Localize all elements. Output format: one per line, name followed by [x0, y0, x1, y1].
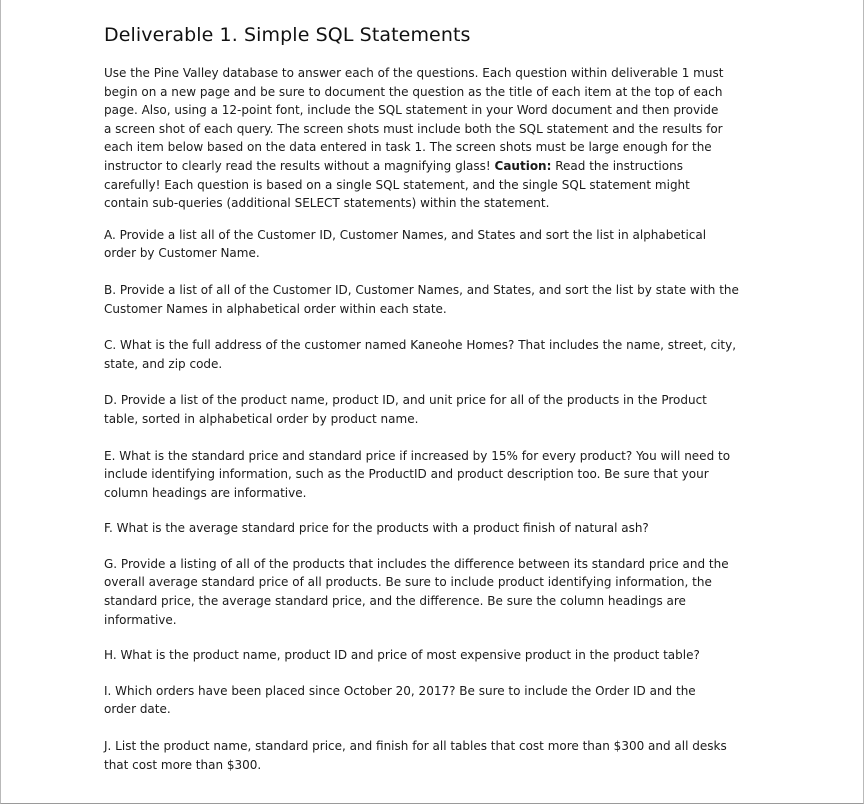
question-line: E. What is the standard price and standard price if increased by 15% for every product? You will need to: [104, 448, 731, 463]
question-d: [104, 391, 774, 428]
question-line: informative.: [104, 612, 177, 627]
question-line: state, and zip code.: [104, 356, 223, 371]
question-line: order date.: [104, 702, 171, 717]
question-line: A. Provide a list all of the Customer ID, Customer Names, and States and sort the list in alphabetical: [104, 227, 707, 242]
intro-line: contain sub-queries (additional SELECT statements) within the statement.: [104, 196, 550, 211]
intro-paragraph: [104, 64, 774, 213]
question-h: [104, 646, 774, 665]
question-j: [104, 737, 774, 774]
question-line: order by Customer Name.: [104, 246, 260, 261]
question-line: table, sorted in alphabetical order by product name.: [104, 411, 419, 426]
intro-line: page. Also, using a 12-point font, include the SQL statement in your Word document and then provide: [104, 103, 719, 118]
question-b: [104, 281, 774, 318]
intro-line: Use the Pine Valley database to answer each of the questions. Each question within deliverable 1 must: [104, 66, 724, 80]
question-line: standard price, the average standard price, and the difference. Be sure the column headings are: [104, 594, 686, 609]
question-g: [104, 555, 774, 629]
question-line: G. Provide a listing of all of the products that includes the difference between its standard price and the: [104, 556, 729, 571]
question-line: Customer Names in alphabetical order within each state.: [104, 301, 447, 316]
question-line: D. Provide a list of the product name, product ID, and unit price for all of the products in the Product: [104, 393, 707, 408]
question-line: J. List the product name, standard price, and finish for all tables that cost more than $300 and all desks: [104, 739, 727, 754]
question-line: C. What is the full address of the customer named Kaneohe Homes? That includes the name, street, city,: [104, 338, 737, 353]
question-f: [104, 519, 774, 538]
question-e: [104, 447, 774, 503]
question-line: column headings are informative.: [104, 485, 307, 500]
intro-text: instructor to clearly read the results without a magnifying glass!: [104, 158, 495, 173]
question-line: include identifying information, such as the ProductID and product description too. Be sure that your: [104, 467, 709, 482]
intro-line: each item below based on the data entered in task 1. The screen shots must be large enough for the: [104, 140, 712, 155]
intro-line: carefully! Each question is based on a single SQL statement, and the single SQL statement might: [104, 177, 690, 192]
question-line: that cost more than $300.: [104, 757, 262, 772]
caution-label: Caution:: [494, 158, 552, 173]
intro-line: [104, 157, 774, 176]
question-i: [104, 682, 774, 719]
intro-line: begin on a new page and be sure to document the question as the title of each item at the top of each: [104, 84, 723, 99]
intro-text: Read the instructions: [551, 158, 683, 173]
question-line: overall average standard price of all products. Be sure to include product identifying information, the: [104, 575, 712, 590]
question-c: [104, 336, 774, 373]
intro-line: a screen shot of each query. The screen shots must include both the SQL statement and the results for: [104, 121, 723, 136]
question-line: I. Which orders have been placed since October 20, 2017? Be sure to include the Order ID and the: [104, 683, 696, 698]
question-line: B. Provide a list of all of the Customer ID, Customer Names, and States, and sort the list by state with the: [104, 282, 739, 297]
question-line: H. What is the product name, product ID and price of most expensive product in the product table?: [104, 648, 700, 663]
document-title: Deliverable 1. Simple SQL Statements: [104, 24, 471, 46]
question-line: F. What is the average standard price for the products with a product finish of natural ash?: [104, 521, 649, 536]
question-a: [104, 226, 774, 263]
document-content: [104, 22, 774, 774]
